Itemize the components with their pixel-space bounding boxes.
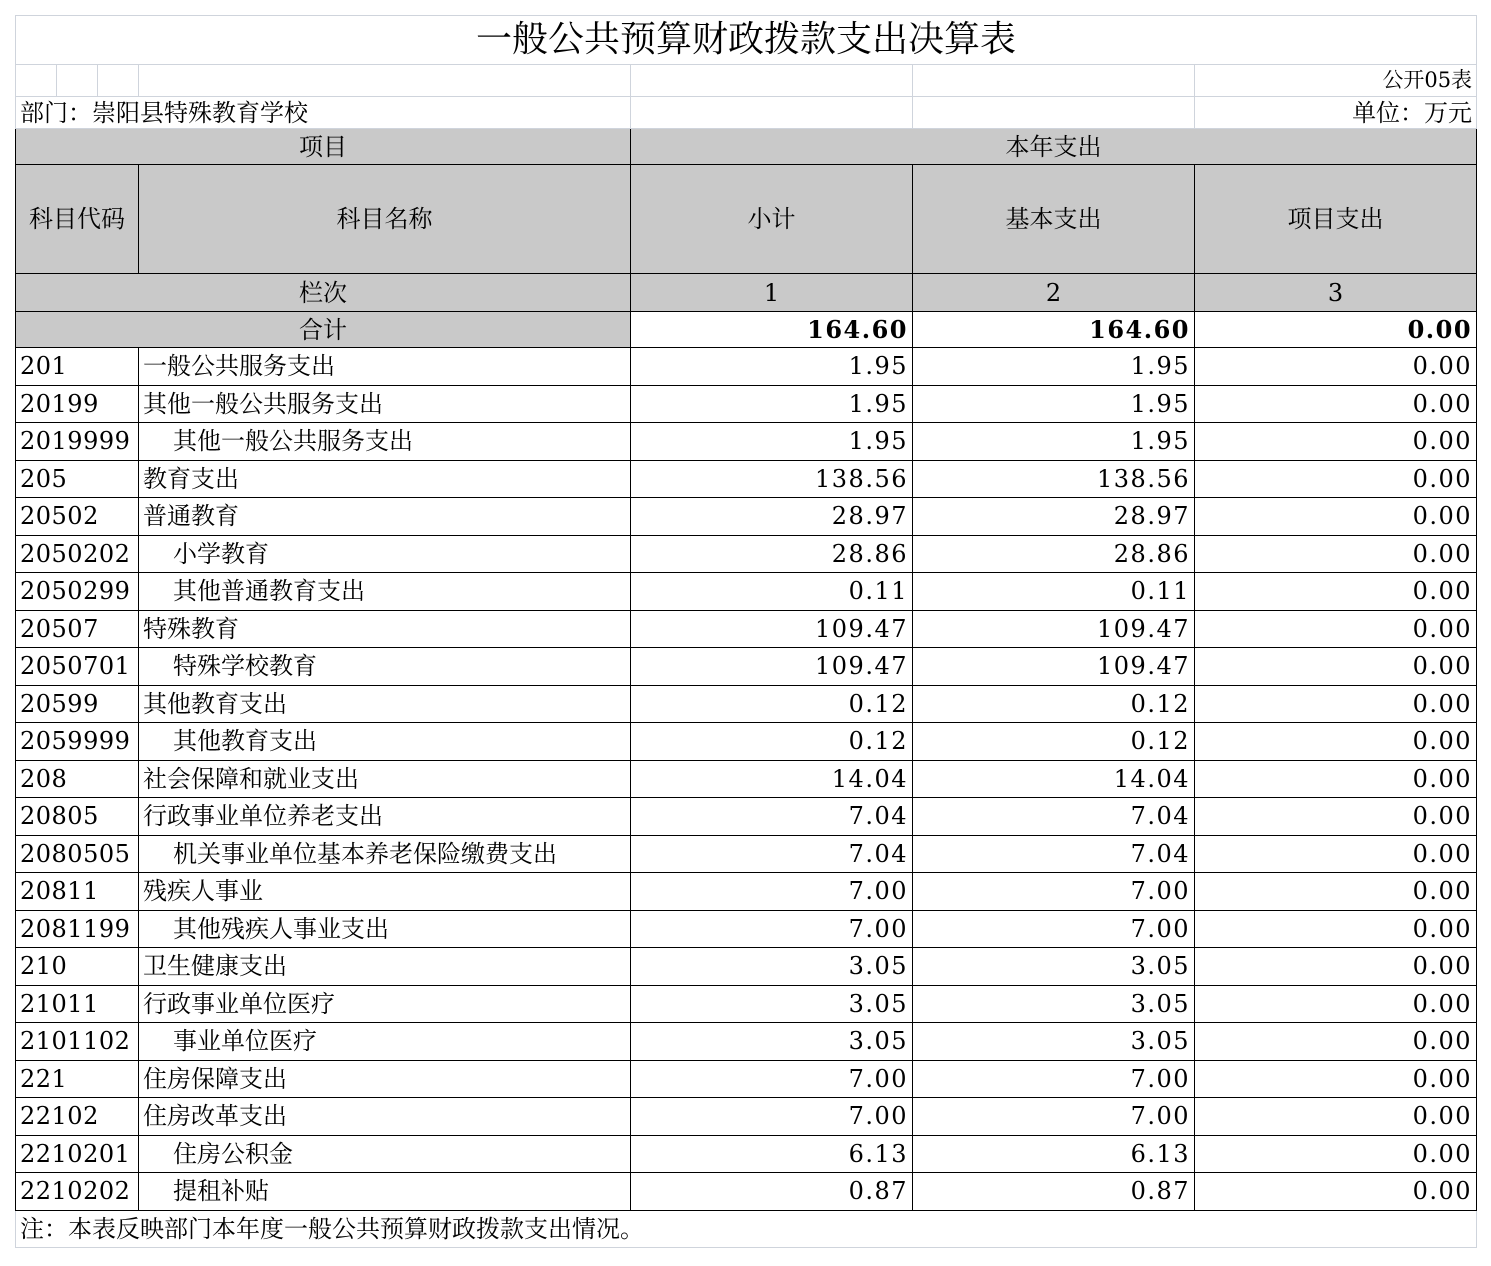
row-basic: 7.00 [913,873,1195,911]
row-project: 0.00 [1195,348,1477,386]
header-col3: 3 [1195,274,1477,312]
header-project: 项目 [16,129,631,165]
row-code: 2210202 [16,1173,139,1211]
row-subtotal: 7.00 [631,1060,913,1098]
row-basic: 138.56 [913,460,1195,498]
total-subtotal: 164.60 [631,312,913,348]
row-basic: 3.05 [913,948,1195,986]
page-title: 一般公共预算财政拨款支出决算表 [16,16,1477,65]
row-code: 20811 [16,873,139,911]
row-basic: 0.11 [913,573,1195,611]
row-subtotal: 14.04 [631,760,913,798]
row-name: 其他一般公共服务支出 [139,385,631,423]
row-name: 社会保障和就业支出 [139,760,631,798]
unit-label: 单位：万元 [1195,97,1477,129]
row-code: 22102 [16,1098,139,1136]
row-code: 2050299 [16,573,139,611]
total-basic: 164.60 [913,312,1195,348]
row-project: 0.00 [1195,873,1477,911]
table-row [16,573,1477,611]
table-row [16,535,1477,573]
table-row [16,348,1477,386]
department-label: 部门：崇阳县特殊教育学校 [16,97,631,129]
table-row [16,498,1477,536]
row-name: 住房保障支出 [139,1060,631,1098]
row-code: 20599 [16,685,139,723]
row-basic: 1.95 [913,385,1195,423]
table-row [16,1023,1477,1061]
header-current-year: 本年支出 [631,129,1477,165]
row-project: 0.00 [1195,1173,1477,1211]
row-subtotal: 28.86 [631,535,913,573]
table-note: 注：本表反映部门本年度一般公共预算财政拨款支出情况。 [16,1210,1477,1247]
row-basic: 7.00 [913,1060,1195,1098]
row-subtotal: 7.04 [631,835,913,873]
table-row [16,723,1477,761]
table-row [16,835,1477,873]
row-project: 0.00 [1195,760,1477,798]
row-project: 0.00 [1195,535,1477,573]
row-basic: 28.97 [913,498,1195,536]
header-column-no: 栏次 [16,274,631,312]
row-subtotal: 3.05 [631,948,913,986]
row-project: 0.00 [1195,910,1477,948]
table-row [16,1135,1477,1173]
header-code: 科目代码 [16,165,139,274]
row-code: 210 [16,948,139,986]
row-project: 0.00 [1195,573,1477,611]
row-code: 20507 [16,610,139,648]
row-code: 20502 [16,498,139,536]
row-basic: 7.04 [913,835,1195,873]
row-name: 其他一般公共服务支出 [139,423,631,461]
row-code: 2050202 [16,535,139,573]
header-subtotal: 小计 [631,165,913,274]
row-name: 残疾人事业 [139,873,631,911]
row-basic: 0.87 [913,1173,1195,1211]
row-name: 特殊学校教育 [139,648,631,686]
table-row [16,760,1477,798]
header-col1: 1 [631,274,913,312]
row-subtotal: 109.47 [631,648,913,686]
row-basic: 1.95 [913,348,1195,386]
row-code: 2081199 [16,910,139,948]
row-subtotal: 1.95 [631,348,913,386]
row-basic: 7.00 [913,910,1195,948]
row-name: 普通教育 [139,498,631,536]
row-subtotal: 109.47 [631,610,913,648]
blank-cell [57,65,98,97]
row-code: 2210201 [16,1135,139,1173]
row-project: 0.00 [1195,798,1477,836]
row-subtotal: 1.95 [631,385,913,423]
row-subtotal: 28.97 [631,498,913,536]
table-row [16,685,1477,723]
row-project: 0.00 [1195,723,1477,761]
row-basic: 3.05 [913,985,1195,1023]
row-name: 机关事业单位基本养老保险缴费支出 [139,835,631,873]
row-project: 0.00 [1195,648,1477,686]
row-code: 205 [16,460,139,498]
row-code: 208 [16,760,139,798]
blank-cell [139,65,631,97]
row-subtotal: 0.12 [631,723,913,761]
table-row [16,798,1477,836]
table-row [16,985,1477,1023]
row-basic: 109.47 [913,610,1195,648]
row-subtotal: 7.00 [631,1098,913,1136]
row-subtotal: 0.87 [631,1173,913,1211]
row-subtotal: 0.12 [631,685,913,723]
row-name: 一般公共服务支出 [139,348,631,386]
form-number: 公开05表 [1195,65,1477,97]
budget-sheet [15,15,1476,1248]
row-name: 其他教育支出 [139,685,631,723]
row-basic: 14.04 [913,760,1195,798]
expenditure-table [15,15,1477,1248]
row-code: 2059999 [16,723,139,761]
row-code: 2080505 [16,835,139,873]
row-subtotal: 0.11 [631,573,913,611]
row-name: 行政事业单位医疗 [139,985,631,1023]
row-project: 0.00 [1195,948,1477,986]
total-project: 0.00 [1195,312,1477,348]
row-project: 0.00 [1195,1135,1477,1173]
row-subtotal: 1.95 [631,423,913,461]
row-subtotal: 7.00 [631,873,913,911]
table-row [16,460,1477,498]
row-project: 0.00 [1195,423,1477,461]
row-project: 0.00 [1195,1023,1477,1061]
row-subtotal: 3.05 [631,985,913,1023]
row-code: 21011 [16,985,139,1023]
row-name: 住房改革支出 [139,1098,631,1136]
row-code: 20805 [16,798,139,836]
row-name: 教育支出 [139,460,631,498]
row-code: 201 [16,348,139,386]
table-row [16,648,1477,686]
table-row [16,873,1477,911]
row-basic: 109.47 [913,648,1195,686]
row-basic: 6.13 [913,1135,1195,1173]
row-name: 提租补贴 [139,1173,631,1211]
row-name: 小学教育 [139,535,631,573]
header-project-exp: 项目支出 [1195,165,1477,274]
table-row [16,1173,1477,1211]
header-col2: 2 [913,274,1195,312]
row-basic: 7.04 [913,798,1195,836]
row-project: 0.00 [1195,610,1477,648]
total-label: 合计 [16,312,631,348]
row-name: 特殊教育 [139,610,631,648]
row-basic: 3.05 [913,1023,1195,1061]
row-name: 行政事业单位养老支出 [139,798,631,836]
row-subtotal: 3.05 [631,1023,913,1061]
blank-cell [631,65,913,97]
blank-cell [913,97,1195,129]
row-basic: 28.86 [913,535,1195,573]
row-name: 事业单位医疗 [139,1023,631,1061]
blank-cell [98,65,139,97]
row-code: 2019999 [16,423,139,461]
row-name: 其他残疾人事业支出 [139,910,631,948]
row-basic: 0.12 [913,685,1195,723]
blank-cell [913,65,1195,97]
row-project: 0.00 [1195,985,1477,1023]
row-project: 0.00 [1195,460,1477,498]
row-subtotal: 7.04 [631,798,913,836]
row-project: 0.00 [1195,1060,1477,1098]
row-project: 0.00 [1195,685,1477,723]
table-row [16,423,1477,461]
row-code: 20199 [16,385,139,423]
blank-cell [16,65,57,97]
table-row [16,948,1477,986]
row-project: 0.00 [1195,1098,1477,1136]
row-basic: 0.12 [913,723,1195,761]
row-code: 221 [16,1060,139,1098]
row-subtotal: 138.56 [631,460,913,498]
header-basic: 基本支出 [913,165,1195,274]
table-row [16,385,1477,423]
blank-cell [631,97,913,129]
row-basic: 1.95 [913,423,1195,461]
row-name: 其他教育支出 [139,723,631,761]
row-subtotal: 6.13 [631,1135,913,1173]
row-subtotal: 7.00 [631,910,913,948]
row-name: 其他普通教育支出 [139,573,631,611]
row-name: 住房公积金 [139,1135,631,1173]
table-row [16,1098,1477,1136]
header-name: 科目名称 [139,165,631,274]
row-project: 0.00 [1195,385,1477,423]
table-row [16,610,1477,648]
row-name: 卫生健康支出 [139,948,631,986]
table-row [16,1060,1477,1098]
row-code: 2050701 [16,648,139,686]
table-row [16,910,1477,948]
row-project: 0.00 [1195,835,1477,873]
row-basic: 7.00 [913,1098,1195,1136]
row-project: 0.00 [1195,498,1477,536]
row-code: 2101102 [16,1023,139,1061]
